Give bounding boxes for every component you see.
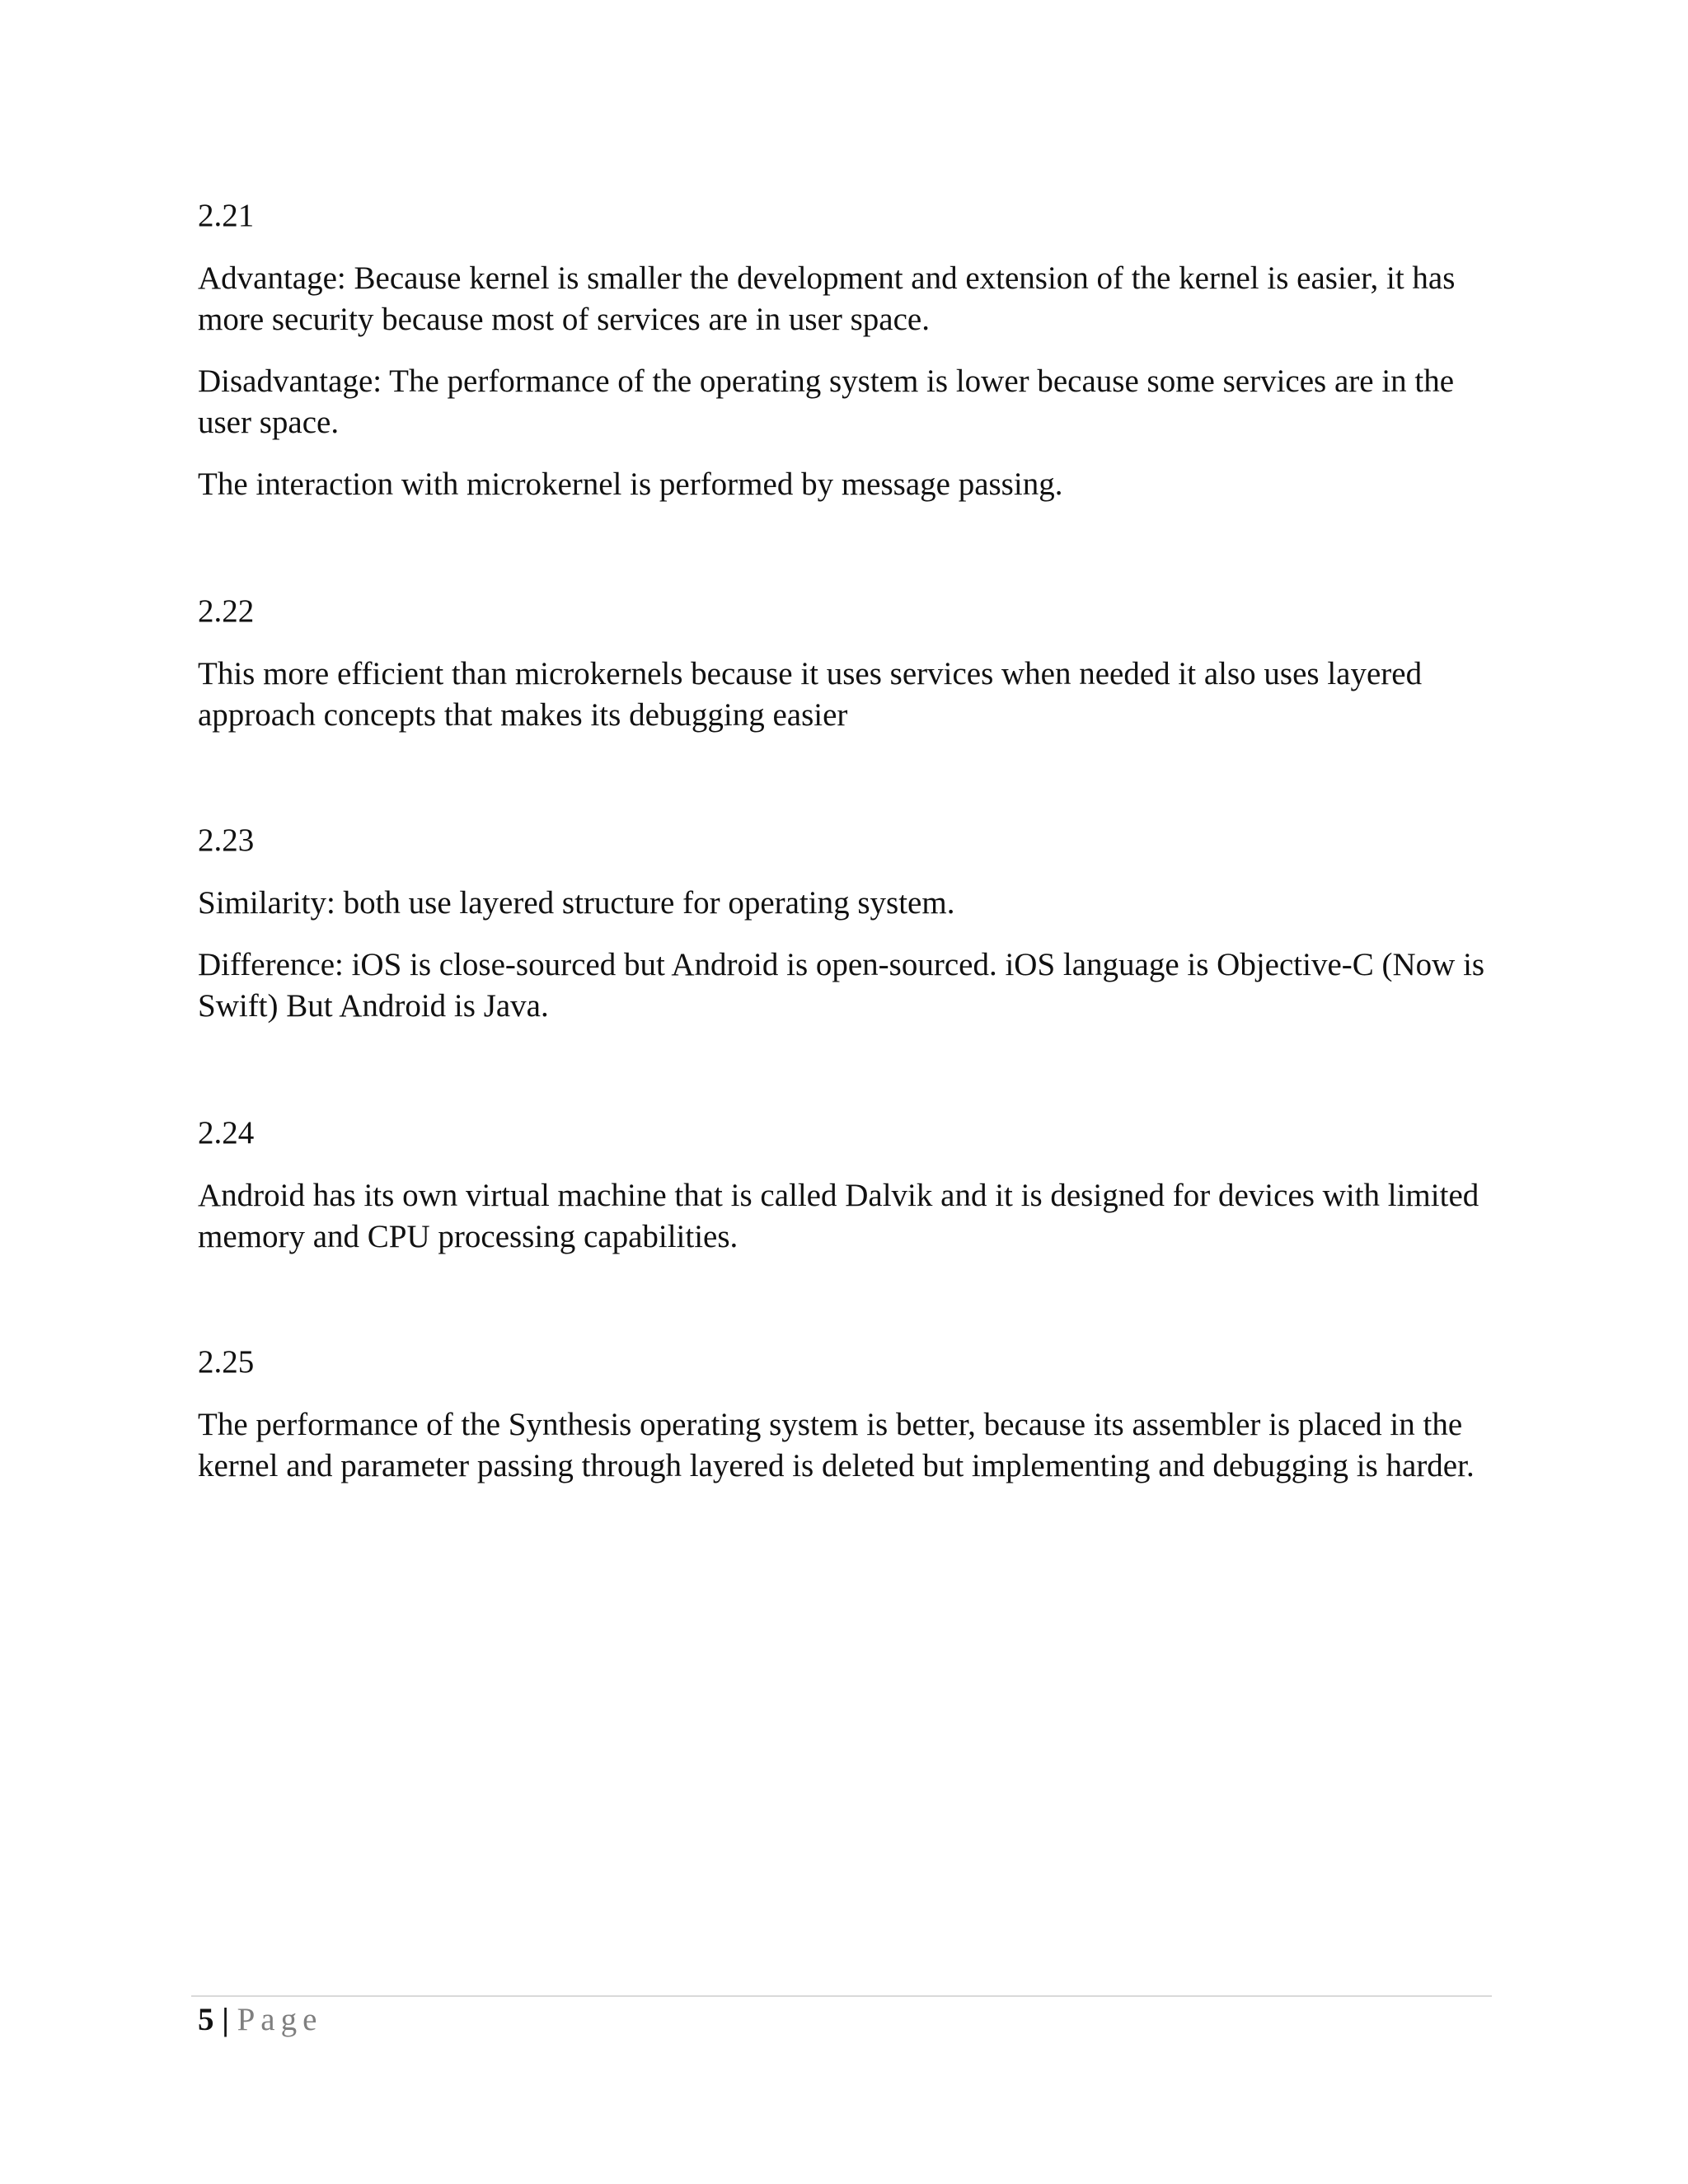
paragraph-similarity: Similarity: both use layered structure for operating system. <box>198 885 955 921</box>
paragraph-interaction: The interaction with microkernel is performed by message passing. <box>198 466 1063 502</box>
section-2-22 <box>198 591 1500 736</box>
section-2-25 <box>198 1342 1500 1487</box>
page-label: Page <box>237 2002 323 2037</box>
paragraph-advantage: Advantage: Because kernel is smaller the development and extension of the kernel is easier, it has more security because most of services are in user space. <box>198 260 1456 337</box>
section-number: 2.22 <box>198 593 255 629</box>
footer-separator: | <box>222 2002 229 2037</box>
section-number: 2.24 <box>198 1115 255 1151</box>
paragraph-disadvantage: Disadvantage: The performance of the operating system is lower because some services are in the user space. <box>198 363 1455 440</box>
section-number: 2.25 <box>198 1344 255 1380</box>
paragraph-difference: Difference: iOS is close-sourced but Android is open-sourced. iOS language is Objective-C (Now is Swift) But Android is Java. <box>198 947 1485 1024</box>
section-2-23 <box>198 820 1500 1027</box>
section-number: 2.23 <box>198 823 255 858</box>
paragraph: Android has its own virtual machine that is called Dalvik and it is designed for devices with limited memory and CPU processing capabilities. <box>198 1178 1479 1254</box>
footer-divider <box>191 1995 1492 1997</box>
page-footer <box>198 1999 322 2041</box>
section-number: 2.21 <box>198 198 255 233</box>
paragraph: This more efficient than microkernels because it uses services when needed it also uses layered approach concepts that makes its debugging easier <box>198 656 1423 733</box>
section-2-24 <box>198 1113 1500 1258</box>
page-number: 5 <box>198 2002 214 2037</box>
section-2-21 <box>198 195 1500 505</box>
paragraph: The performance of the Synthesis operating system is better, because its assembler is placed in the kernel and parameter passing through layered is deleted but implementing and debugging is harder. <box>198 1407 1475 1483</box>
